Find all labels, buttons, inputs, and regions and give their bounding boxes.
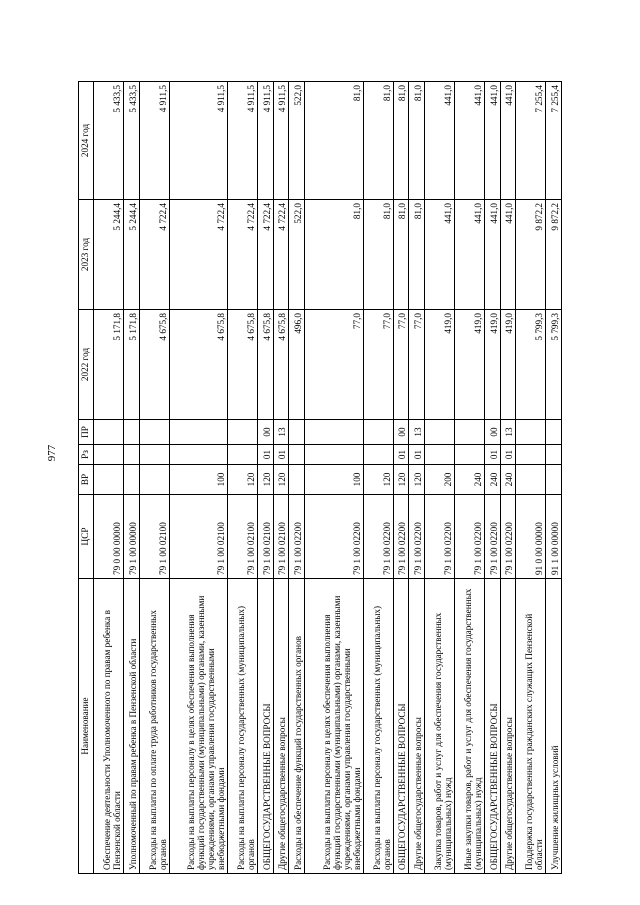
cell-2024: 5 433,5 bbox=[123, 82, 139, 200]
header-csr: ЦСР bbox=[79, 495, 94, 579]
cell-2024: 4 911,5 bbox=[273, 82, 289, 200]
cell-2023: 9 872,2 bbox=[546, 200, 562, 310]
table-row bbox=[424, 82, 454, 874]
table-row bbox=[409, 82, 425, 874]
cell-pr bbox=[169, 420, 227, 445]
cell-pr: 13 bbox=[409, 420, 425, 445]
cell-pr bbox=[123, 420, 139, 445]
cell-rz: 01 bbox=[484, 445, 500, 465]
cell-2022: 5 799,3 bbox=[516, 310, 546, 420]
cell-pr bbox=[139, 420, 169, 445]
cell-2022: 496,0 bbox=[289, 310, 305, 420]
cell-2022: 419,0 bbox=[424, 310, 454, 420]
table-row bbox=[305, 82, 363, 874]
cell-name: Обеспечение деятельности Уполномоченного по правам ребенка в Пензенской области bbox=[94, 579, 124, 874]
header-name: Наименование bbox=[79, 579, 94, 874]
cell-name: Расходы на выплаты по оплате труда работников государственных органов bbox=[139, 579, 169, 874]
cell-2024: 441,0 bbox=[484, 82, 500, 200]
cell-2024: 4 911,5 bbox=[228, 82, 258, 200]
table-row bbox=[139, 82, 169, 874]
cell-pr bbox=[424, 420, 454, 445]
cell-name: Закупка товаров, работ и услуг для обеспечения государственных (муниципальных) нужд bbox=[424, 579, 454, 874]
table-body bbox=[94, 82, 562, 874]
cell-2022: 5 171,8 bbox=[94, 310, 124, 420]
cell-2024: 5 433,5 bbox=[94, 82, 124, 200]
cell-rz: 01 bbox=[393, 445, 409, 465]
header-2022: 2022 год bbox=[79, 310, 94, 420]
table-row bbox=[123, 82, 139, 874]
cell-csr: 79 1 00 02200 bbox=[393, 495, 409, 579]
header-2023: 2023 год bbox=[79, 200, 94, 310]
cell-2024: 4 911,5 bbox=[258, 82, 274, 200]
cell-rz bbox=[123, 445, 139, 465]
cell-2024: 4 911,5 bbox=[169, 82, 227, 200]
cell-2022: 419,0 bbox=[500, 310, 516, 420]
cell-2023: 441,0 bbox=[500, 200, 516, 310]
cell-2023: 522,0 bbox=[289, 200, 305, 310]
table-header-row bbox=[79, 82, 94, 874]
cell-csr: 79 1 00 02100 bbox=[228, 495, 258, 579]
cell-vr: 240 bbox=[454, 465, 484, 495]
cell-2022: 77,0 bbox=[393, 310, 409, 420]
cell-pr bbox=[516, 420, 546, 445]
cell-name: Расходы на обеспечение функций государственных органов bbox=[289, 579, 305, 874]
budget-table-wrapper bbox=[78, 82, 562, 874]
cell-name: ОБЩЕГОСУДАРСТВЕННЫЕ ВОПРОСЫ bbox=[393, 579, 409, 874]
cell-2024: 81,0 bbox=[393, 82, 409, 200]
cell-rz bbox=[228, 445, 258, 465]
cell-2024: 81,0 bbox=[305, 82, 363, 200]
cell-pr bbox=[363, 420, 393, 445]
cell-2022: 77,0 bbox=[409, 310, 425, 420]
cell-csr: 79 1 00 02200 bbox=[424, 495, 454, 579]
cell-2023: 5 244,4 bbox=[94, 200, 124, 310]
cell-csr: 79 1 00 02200 bbox=[363, 495, 393, 579]
cell-vr bbox=[123, 465, 139, 495]
cell-csr: 79 1 00 02100 bbox=[258, 495, 274, 579]
cell-2022: 419,0 bbox=[484, 310, 500, 420]
table-row bbox=[393, 82, 409, 874]
cell-2022: 4 675,8 bbox=[273, 310, 289, 420]
cell-name: Другие общегосударственные вопросы bbox=[500, 579, 516, 874]
cell-2024: 81,0 bbox=[363, 82, 393, 200]
table-row bbox=[363, 82, 393, 874]
cell-2023: 441,0 bbox=[454, 200, 484, 310]
cell-pr bbox=[546, 420, 562, 445]
cell-2022: 77,0 bbox=[363, 310, 393, 420]
cell-vr bbox=[289, 465, 305, 495]
cell-vr: 120 bbox=[228, 465, 258, 495]
cell-rz bbox=[516, 445, 546, 465]
table-row bbox=[169, 82, 227, 874]
cell-name: Уполномоченный по правам ребенка в Пензенской области bbox=[123, 579, 139, 874]
cell-2023: 4 722,4 bbox=[273, 200, 289, 310]
header-vr: ВР bbox=[79, 465, 94, 495]
cell-csr: 79 1 00 00000 bbox=[123, 495, 139, 579]
cell-rz bbox=[289, 445, 305, 465]
cell-vr: 240 bbox=[484, 465, 500, 495]
cell-2024: 7 255,4 bbox=[516, 82, 546, 200]
cell-name: ОБЩЕГОСУДАРСТВЕННЫЕ ВОПРОСЫ bbox=[484, 579, 500, 874]
cell-vr: 100 bbox=[169, 465, 227, 495]
table-row bbox=[454, 82, 484, 874]
cell-2022: 77,0 bbox=[305, 310, 363, 420]
cell-vr: 120 bbox=[409, 465, 425, 495]
cell-rz bbox=[94, 445, 124, 465]
cell-vr: 120 bbox=[363, 465, 393, 495]
cell-csr: 79 1 00 02200 bbox=[484, 495, 500, 579]
cell-2022: 5 799,3 bbox=[546, 310, 562, 420]
cell-rz bbox=[454, 445, 484, 465]
cell-vr bbox=[546, 465, 562, 495]
table-row bbox=[273, 82, 289, 874]
cell-name: Улучшение жилищных условий bbox=[546, 579, 562, 874]
cell-rz: 01 bbox=[500, 445, 516, 465]
budget-table bbox=[78, 81, 562, 874]
cell-csr: 79 1 00 02100 bbox=[169, 495, 227, 579]
cell-vr: 200 bbox=[424, 465, 454, 495]
cell-2024: 81,0 bbox=[409, 82, 425, 200]
cell-2022: 4 675,8 bbox=[228, 310, 258, 420]
cell-csr: 91 0 00 00000 bbox=[516, 495, 546, 579]
cell-name: Расходы на выплаты персоналу в целях обеспечения выполнения функций государственными (муниципальными) органами, казенными учреждениями, органами управления государственными внебюджетными фондами bbox=[169, 579, 227, 874]
cell-rz bbox=[546, 445, 562, 465]
cell-csr: 79 1 00 02200 bbox=[305, 495, 363, 579]
cell-name: Расходы на выплаты персоналу государственных (муниципальных) органов bbox=[228, 579, 258, 874]
cell-2023: 4 722,4 bbox=[258, 200, 274, 310]
cell-2022: 5 171,8 bbox=[123, 310, 139, 420]
cell-2023: 4 722,4 bbox=[228, 200, 258, 310]
table-row bbox=[228, 82, 258, 874]
cell-name: Расходы на выплаты персоналу государственных (муниципальных) органов bbox=[363, 579, 393, 874]
cell-vr: 100 bbox=[305, 465, 363, 495]
cell-csr: 79 0 00 00000 bbox=[94, 495, 124, 579]
cell-pr: 00 bbox=[258, 420, 274, 445]
cell-name: Поддержка государственных гражданских служащих Пензенской области bbox=[516, 579, 546, 874]
cell-2023: 441,0 bbox=[484, 200, 500, 310]
cell-2022: 4 675,8 bbox=[139, 310, 169, 420]
cell-pr bbox=[305, 420, 363, 445]
cell-csr: 79 1 00 02200 bbox=[500, 495, 516, 579]
cell-vr bbox=[516, 465, 546, 495]
cell-2024: 441,0 bbox=[500, 82, 516, 200]
cell-pr: 13 bbox=[500, 420, 516, 445]
cell-vr: 120 bbox=[393, 465, 409, 495]
cell-2023: 5 244,4 bbox=[123, 200, 139, 310]
cell-2022: 419,0 bbox=[454, 310, 484, 420]
cell-csr: 79 1 00 02100 bbox=[139, 495, 169, 579]
cell-rz bbox=[139, 445, 169, 465]
cell-rz bbox=[169, 445, 227, 465]
cell-2022: 4 675,8 bbox=[258, 310, 274, 420]
table-row bbox=[516, 82, 546, 874]
header-pr: ПР bbox=[79, 420, 94, 445]
cell-pr bbox=[228, 420, 258, 445]
table-row bbox=[500, 82, 516, 874]
table-row bbox=[289, 82, 305, 874]
cell-2023: 81,0 bbox=[393, 200, 409, 310]
cell-name: Другие общегосударственные вопросы bbox=[273, 579, 289, 874]
cell-2024: 7 255,4 bbox=[546, 82, 562, 200]
cell-rz: 01 bbox=[409, 445, 425, 465]
cell-pr: 00 bbox=[393, 420, 409, 445]
cell-2023: 4 722,4 bbox=[169, 200, 227, 310]
cell-name: Иные закупки товаров, работ и услуг для обеспечения государственных (муниципальных) нужд bbox=[454, 579, 484, 874]
header-rz: Рз bbox=[79, 445, 94, 465]
cell-2023: 4 722,4 bbox=[139, 200, 169, 310]
cell-rz bbox=[305, 445, 363, 465]
cell-2023: 441,0 bbox=[424, 200, 454, 310]
cell-csr: 79 1 00 02200 bbox=[454, 495, 484, 579]
cell-csr: 79 1 00 02200 bbox=[289, 495, 305, 579]
cell-vr bbox=[94, 465, 124, 495]
cell-2024: 522,0 bbox=[289, 82, 305, 200]
cell-2024: 441,0 bbox=[454, 82, 484, 200]
header-2024: 2024 год bbox=[79, 82, 94, 200]
cell-name: Другие общегосударственные вопросы bbox=[409, 579, 425, 874]
table-row bbox=[484, 82, 500, 874]
cell-rz bbox=[363, 445, 393, 465]
cell-vr: 120 bbox=[258, 465, 274, 495]
cell-vr: 120 bbox=[273, 465, 289, 495]
cell-pr bbox=[454, 420, 484, 445]
cell-csr: 91 1 00 00000 bbox=[546, 495, 562, 579]
cell-name: Расходы на выплаты персоналу в целях обеспечения выполнения функций государственными (муниципальными) органами, казенными учреждениями, органами управления государственными внебюджетными фондами bbox=[305, 579, 363, 874]
cell-pr: 00 bbox=[484, 420, 500, 445]
cell-2024: 441,0 bbox=[424, 82, 454, 200]
cell-rz: 01 bbox=[258, 445, 274, 465]
cell-2024: 4 911,5 bbox=[139, 82, 169, 200]
cell-pr bbox=[94, 420, 124, 445]
table-row bbox=[546, 82, 562, 874]
cell-vr: 240 bbox=[500, 465, 516, 495]
cell-pr: 13 bbox=[273, 420, 289, 445]
page-number: 977 bbox=[46, 444, 58, 462]
cell-rz: 01 bbox=[273, 445, 289, 465]
cell-pr bbox=[289, 420, 305, 445]
cell-2023: 81,0 bbox=[305, 200, 363, 310]
cell-csr: 79 1 00 02100 bbox=[273, 495, 289, 579]
cell-rz bbox=[424, 445, 454, 465]
cell-2023: 81,0 bbox=[363, 200, 393, 310]
cell-vr bbox=[139, 465, 169, 495]
cell-2023: 81,0 bbox=[409, 200, 425, 310]
cell-csr: 79 1 00 02200 bbox=[409, 495, 425, 579]
cell-2023: 9 872,2 bbox=[516, 200, 546, 310]
cell-name: ОБЩЕГОСУДАРСТВЕННЫЕ ВОПРОСЫ bbox=[258, 579, 274, 874]
table-row bbox=[94, 82, 124, 874]
table-row bbox=[258, 82, 274, 874]
cell-2022: 4 675,8 bbox=[169, 310, 227, 420]
